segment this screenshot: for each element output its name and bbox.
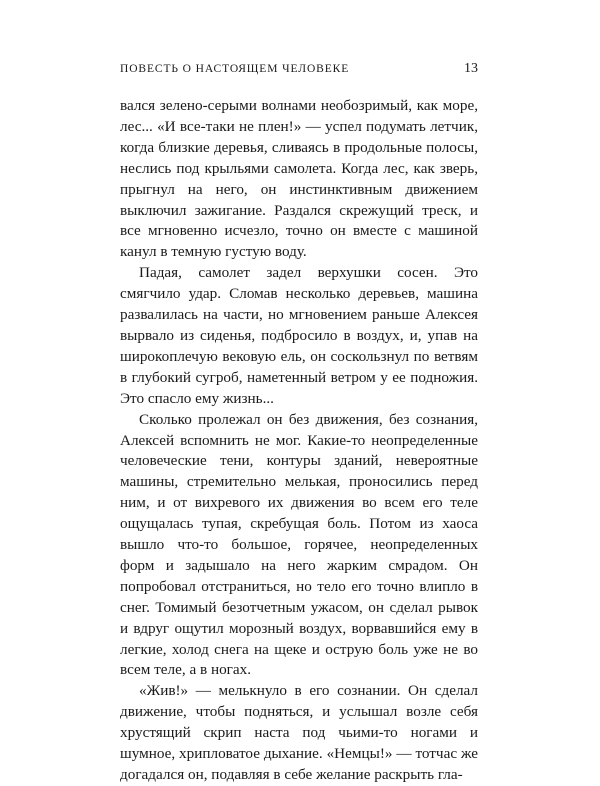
paragraph: Сколько пролежал он без движения, без сознания, Алексей вспомнить не мог. Какие-то неопределенные человеческие тени, контуры зданий, невероятные машины, стремительно мелькая, проносились перед ним, и от вихревого их движения во всем его теле ощущалась тупая, скребущая боль. Потом из хаоса вышло что-то большое, горячее, неопределенных форм и задышало на него жарким смрадом. Он попробовал отстраниться, но тело его точно влипло в снег. Томимый безотчетным ужасом, он сделал рывок и вдруг ощутил морозный воздух, ворвавшийся ему в легкие, холод снега на щеке и острую боль уже не во всем теле, а в ногах. (120, 410, 478, 679)
paragraph-continued: вался зелено-серыми волнами необозримый, как море, лес... «И все-таки не плен!» — успел подумать летчик, когда близкие деревья, сливаясь в продольные полосы, неслись под крыльями самолета. Когда лес, как зверь, прыгнул на него, он инстинктивным движением выключил зажигание. Раздался скрежущий треск, и все мгновенно исчезло, точно он вместе с машиной канул в темную густую воду. (120, 97, 478, 261)
paragraph: Падая, самолет задел верхушки сосен. Это смягчило удар. Сломав несколько деревьев, машина развалилась на части, но мгновением раньше Алексея вырвало из сиденья, подбросило в воздух, и, упав на широкоплечую вековую ель, он соскользнул по ветвям в глубокий сугроб, наметенный ветром у ее подножия. Это спасло ему жизнь... (120, 264, 478, 407)
paragraph: «Жив!» — мелькнуло в его сознании. Он сделал движение, чтобы подняться, и услышал возле себя хрустящий скрип наста под чьими-то ногами и шумное, хрипловатое дыхание. «Немцы!» — тотчас же догадался он, подавляя в себе желание раскрыть гла- (120, 682, 478, 783)
page-number: 13 (464, 61, 478, 76)
body-text (120, 96, 478, 786)
running-title: ПОВЕСТЬ О НАСТОЯЩЕМ ЧЕЛОВЕКЕ (120, 63, 350, 75)
running-header (120, 59, 478, 79)
